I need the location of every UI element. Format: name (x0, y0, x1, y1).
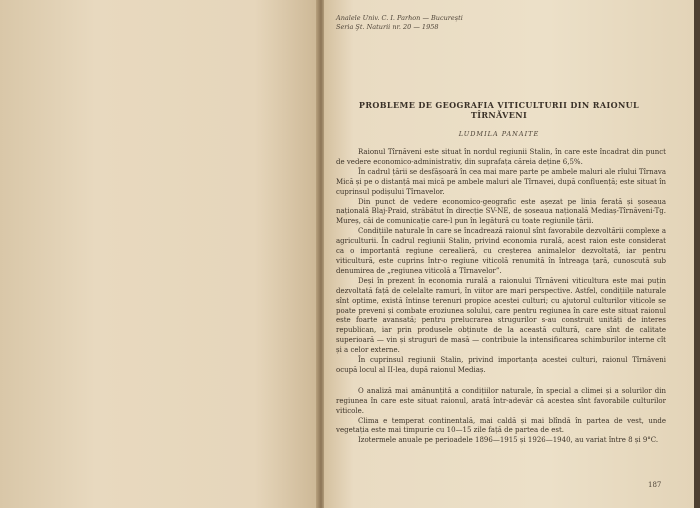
page-edge (694, 0, 700, 508)
paragraph: Clima e temperat continentală, mai caldă și mai blîndă în partea de vest, unde vegetația este mai timpurie cu 10—15 zile față de partea de est. (336, 416, 666, 435)
header-line-1: Analele Univ. C. I. Parhon — București (336, 14, 463, 22)
left-blank-page (0, 0, 318, 508)
author-name: LUDMILA PANAITE (458, 130, 540, 138)
title-line-2: TÎRNĂVENI (470, 110, 528, 120)
article-body (336, 148, 666, 446)
paragraph: O analiză mai amănunțită a condițiilor naturale, în special a climei și a solurilor din regiunea în care este situat raionul, arată într-adevăr că acestea sînt favorabile culturilor viticole. (336, 386, 666, 415)
paragraph: Condițiile naturale în care se încadrează raionul sînt favorabile dezvoltării complexe a agriculturii. În cadrul regiunii Stalin, privind economia rurală, acest raion este considerat ca o importantă regiune cerealieră, cu creșterea animalelor dezvoltată, iar pentru viticultură, este cuprins într-o regiune viticolă renumită în întreaga țară, cunoscută sub denumirea de „regiunea viticolă a Tîrnavelor”. (336, 227, 666, 275)
right-page (324, 0, 694, 508)
paragraph: Deși în prezent în economia rurală a raionului Tîrnăveni viticultura este mai puțin dezvoltată față de celelalte ramuri, în viitor are mari perspective. Astfel, condițiile naturale sînt optime, există întinse terenuri propice acestei culturi; cu ajutorul culturilor viticole se poate preveni și combate eroziunea solului, care pentru regiunea în care este situat raionul este foarte avansată; pentru prelucrarea strugurilor s-au construit unități de interes republican, iar prin produsele obținute de la această cultură, care sînt de calitate superioară — vin și struguri de masă — contribuie la intensificarea schimburilor interne cît și a celor externe. (336, 276, 666, 355)
page-number: 187 (648, 481, 662, 489)
header-line-2: Seria Şt. Naturii nr. 20 — 1958 (336, 23, 439, 31)
paragraph: Din punct de vedere economico-geografic este așezat pe linia ferată și șoseaua națională Blaj-Praid, străbătut în direcție SV-NE, de șoseaua națională Mediaș-Tîrnăveni-Tg. Mureș, căi de comunicație care-l pun în legătură cu toate regiunile țării. (336, 197, 666, 226)
paragraph: Izotermele anuale pe perioadele 1896—1915 și 1926—1940, au variat între 8 și 9°C. (358, 436, 659, 445)
title-line-1: PROBLEME DE GEOGRAFIA VITICULTURII DIN RAIONUL (358, 100, 640, 110)
paragraph: În cuprinsul regiunii Stalin, privind importanța acestei culturi, raionul Tîrnăveni ocupă locul al II-lea, după raionul Mediaș. (336, 356, 666, 374)
article-title (338, 100, 660, 120)
paragraph: În cadrul țării se desfășoară în cea mai mare parte pe ambele maluri ale rîului Tîrnava Mică și pe o distanță mai mică pe ambele maluri ale Tîrnavei, după confluență; este situat în cuprinsul podișului Tîrnavelor. (336, 167, 666, 196)
paragraph: Raionul Tîrnăveni este situat în nordul regiunii Stalin, în care este încadrat din punct de vedere economico-administrativ, din suprafața căreia deține 6,5%. (336, 148, 666, 166)
journal-header (336, 14, 536, 32)
